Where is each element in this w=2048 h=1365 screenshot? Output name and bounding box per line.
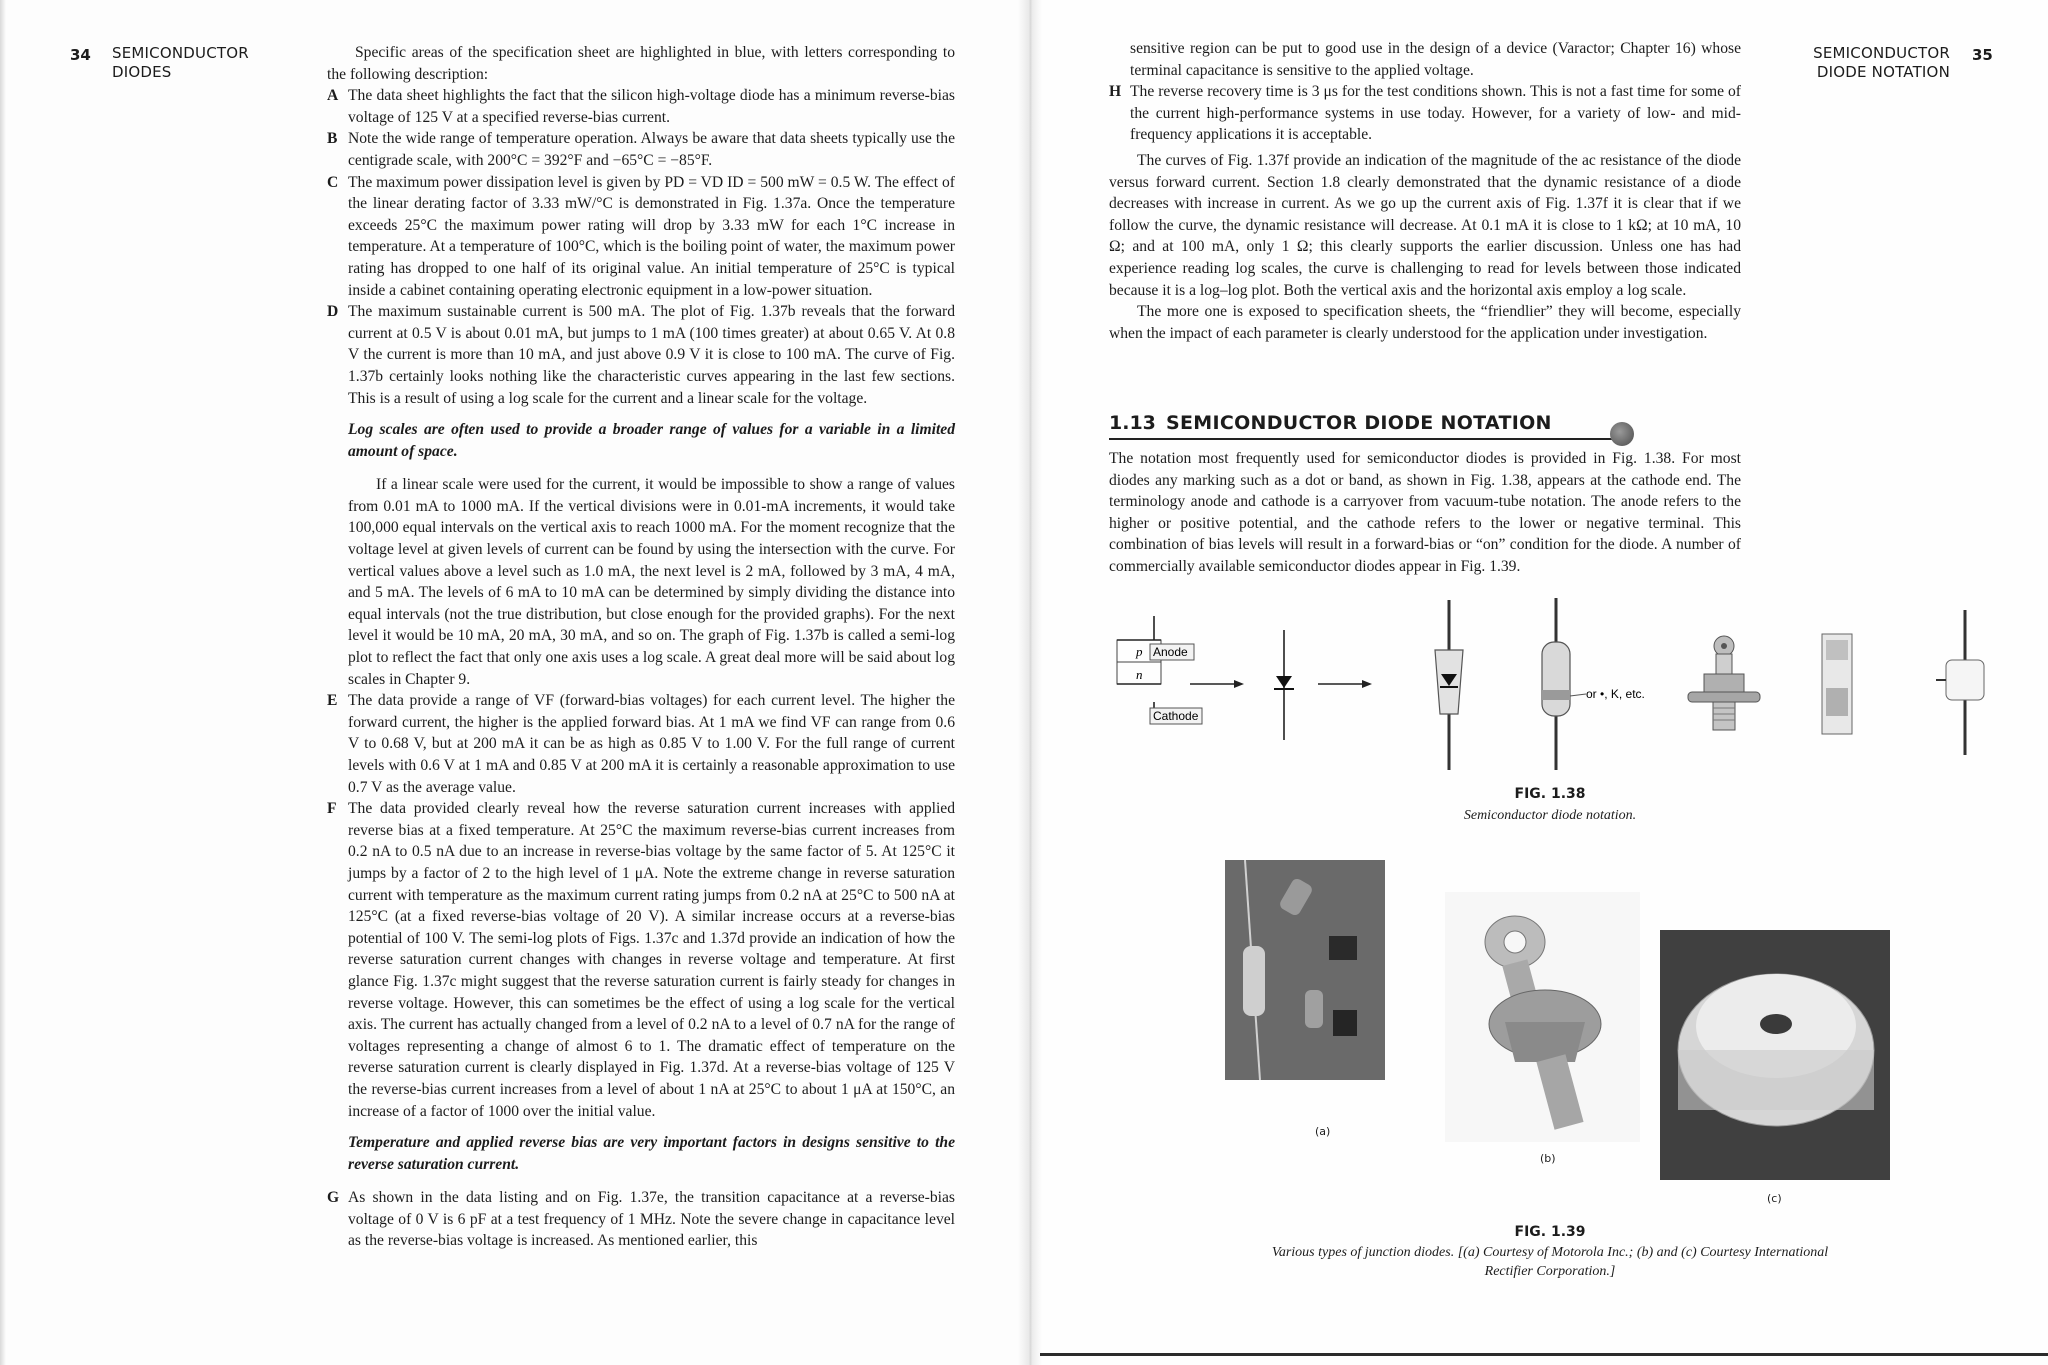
running-head-line: DIODE NOTATION: [1816, 63, 1950, 81]
list-item: [327, 172, 955, 302]
diode-photo-b: [1445, 892, 1640, 1142]
photo-disc-diode: [1660, 930, 1890, 1180]
item-letter: G: [327, 1189, 340, 1207]
photo-motorola-diodes: [1225, 860, 1385, 1080]
item-text: The data provided clearly reveal how the reverse saturation current increases with applied reverse bias at a fixed temperature. At 25°C the maximum reverse-bias current increases from 0.2 nA to 0.5 nA due to an increase in reverse-bias voltage by the same factor of 5. At 125°C it jumps by a factor of 2 to the high level of 1 μA. Note the extreme change in reverse saturation current with temperature as the maximum current rating jumps from 0.2 nA at 25°C to 500 nA at 125°C (at a fixed reverse-bias voltage of 20 V). A similar increase occurs at a reverse-bias potential of 100 V. The semi-log plots of Figs. 1.37c and 1.37d provide an indication of how the reverse saturation current changes with changes in reverse voltage and temperature. At first glance Fig. 1.37c might suggest that the reverse saturation current is fairly steady for changes in reverse voltage. However, this can sometimes be the effect of using a log scale for the vertical axis. The current has actually changed from a level of 0.2 nA to a level of 0.7 nA for the range of voltages representing a change of almost 6 to 1. The dramatic effect of temperature on the reverse saturation current is clearly displayed in Fig. 1.37d. At a reverse-bias voltage of 125 V the reverse-bias current increases from a level of about 1 nA at 25°C to about 1 μA at 150°C, an increase of a factor of 1000 over the initial value.: [348, 800, 955, 1120]
caption-line: Rectifier Corporation.]: [1484, 1264, 1616, 1279]
section-rule: [1109, 438, 1619, 440]
item-letter: F: [327, 800, 337, 818]
arrow-right-icon: [1190, 680, 1244, 688]
section-marker-dot: [1610, 422, 1634, 446]
right-running-head: [1812, 44, 1950, 82]
book-gutter: [1018, 0, 1042, 1365]
paragraph: The more one is exposed to specification sheets, the “friendlier” they will become, especially when the impact of each parameter is clearly understood for the application under investigation.: [1109, 303, 1741, 342]
section-title: SEMICONDUCTOR DIODE NOTATION: [1166, 412, 1552, 434]
photo-stud-diode: [1445, 892, 1640, 1142]
stud-mount-diode: [1688, 636, 1760, 730]
cathode-label: Cathode: [1153, 709, 1199, 723]
left-body-column: [327, 42, 955, 1252]
list-item: [327, 1187, 955, 1252]
item-text: The reverse recovery time is 3 μs for the test conditions shown. This is not a fast time for some of the current high-performance systems in use today. However, for a variety of low- and mid-frequency applications it is acceptable.: [1130, 83, 1741, 144]
item-letter: D: [327, 303, 339, 321]
item-letter: A: [327, 87, 339, 105]
n-label: n: [1136, 667, 1143, 682]
right-page-number: 35: [1972, 46, 1993, 64]
pn-junction-diagram: [1117, 616, 1202, 724]
paragraph: The curves of Fig. 1.37f provide an indication of the magnitude of the ac resistance of the diode versus forward current. Section 1.8 clearly demonstrated that the dynamic resistance of a diode decreases with increase in current. As we go up the current axis of Fig. 1.37f it is clear that if we follow the curve, the dynamic resistance will decrease. At 0.1 mA it is close to 1 kΩ; at 10 mA, 10 Ω; and at 100 mA, only 1 Ω; this clearly supports the earlier discussion. Unless one has had experience reading log scales, the curve is challenging to read for levels between those indicated because it is a log–log plot. Both the vertical axis and the horizontal axis employ a log scale.: [1109, 151, 1741, 299]
fig-139-caption: [1180, 1243, 1920, 1281]
item-text: The data sheet highlights the fact that the silicon high-voltage diode has a minimum reverse-bias voltage of 125 V at a specified reverse-bias current.: [348, 87, 955, 126]
item-text: sensitive region can be put to good use in the design of a device (Varactor; Chapter 16) whose terminal capacitance is sensitive to the applied voltage.: [1130, 40, 1741, 79]
right-body-column: [1109, 38, 1741, 344]
running-head-line: DIODES: [112, 63, 172, 81]
anode-label: Anode: [1153, 645, 1188, 659]
diode-package-symbol: [1435, 600, 1463, 770]
emphasis-note: Log scales are often used to provide a broader range of values for a variable in a limited amount of space.: [348, 421, 955, 460]
disc-diode: [1936, 610, 1984, 755]
diode-photo-a: [1225, 860, 1385, 1080]
diode-photo-c: [1660, 930, 1890, 1180]
list-item: [327, 128, 955, 171]
item-text: The maximum power dissipation level is given by PD = VD ID = 500 mW = 0.5 W. The effect of the linear derating factor of 3.33 mW/°C is demonstrated in Fig. 1.37a. Once the temperature exceeds 25°C the maximum power rating will drop by 3.33 mW for each 1°C increase in temperature. At a temperature of 100°C, which is the boiling point of water, the maximum power rating has dropped to one half of its original value. An initial temperature of 25°C is typical inside a cabinet containing operating electronic equipment in a low-power situation.: [348, 173, 955, 299]
fig-138-label: FIG. 1.38: [1514, 786, 1586, 802]
running-head-line: SEMICONDUCTOR: [1813, 44, 1950, 62]
item-text: Note the wide range of temperature operation. Always be aware that data sheets typically use the centigrade scale, with 200°C = 392°F and −65°C = −85°F.: [348, 130, 955, 169]
list-item: [327, 85, 955, 128]
fig-139-sub-c: (c): [1767, 1192, 1782, 1205]
item-letter: B: [327, 130, 338, 148]
list-item-continuation: [327, 474, 955, 690]
running-head-line: SEMICONDUCTOR: [112, 44, 249, 62]
item-letter: H: [1109, 83, 1122, 101]
fig-139-sub-a: (a): [1315, 1125, 1331, 1138]
list-item: [327, 690, 955, 798]
emphasis-note: Temperature and applied reverse bias are very important factors in designs sensitive to the reverse saturation current.: [348, 1134, 955, 1173]
item-text: The maximum sustainable current is 500 mA. The plot of Fig. 1.37b reveals that the forward current at 0.5 V is about 0.01 mA, but jumps to 1 mA (100 times greater) at about 0.65 V. At 0.8 V the current is more than 10 mA, and just above 0.9 V it is close to 100 mA. The curve of Fig. 1.37b certainly looks nothing like the characteristic curves appearing in the last few sections. This is a result of using a log scale for the current and a linear scale for the voltage.: [348, 303, 955, 407]
section-body: [1109, 448, 1741, 578]
page-bottom-edge: [1040, 1353, 2048, 1356]
paragraph: The notation most frequently used for semiconductor diodes is provided in Fig. 1.38. For most diodes any marking such as a dot or band, as shown in Fig. 1.38, appears at the cathode end. The terminology anode and cathode is a carryover from vacuum-tube notation. The anode refers to the higher or positive potential, and the cathode refers to the lower or negative terminal. This combination of bias levels will result in a forward-bias or “on” condition for the diode. A number of commercially available semiconductor diodes appear in Fig. 1.39.: [1109, 450, 1741, 575]
axial-diode-band: [1542, 598, 1645, 770]
press-pak-diode: [1822, 634, 1852, 734]
item-letter: C: [327, 173, 339, 191]
item-text: The data provide a range of VF (forward-bias voltages) for each current level. The higher the forward current, the higher is the applied forward bias. At 1 mA we find VF can range from 0.6 V to 0.68 V, but at 200 mA it can be as high as 0.85 V to 1.00 V. For the full range of current levels with 0.6 V at 1 mA and 0.85 V at 200 mA it is certainly a reasonable approximation to use 0.7 V as the average value.: [348, 692, 955, 796]
list-item: [327, 798, 955, 1122]
fig-139-sub-b: (b): [1540, 1152, 1556, 1165]
list-item: [1109, 81, 1741, 146]
diode-symbol: [1274, 630, 1294, 740]
p-label: p: [1136, 644, 1143, 659]
intro-paragraph: Specific areas of the specification sheet are highlighted in blue, with letters corresponding to the following description:: [327, 44, 955, 83]
left-running-head: [112, 44, 249, 82]
page-edge: [0, 0, 6, 1365]
left-page-number: 34: [70, 46, 91, 64]
diode-notation-figure: [1110, 590, 1990, 770]
or-etc-label: or •, K, etc.: [1586, 687, 1645, 701]
arrow-right-icon: [1318, 680, 1372, 688]
item-text: As shown in the data listing and on Fig. 1.37e, the transition capacitance at a reverse-bias voltage of 0 V is 6 pF at a test frequency of 1 MHz. Note the severe change in capacitance level as the reverse-bias voltage is increased. As mentioned earlier, this: [348, 1189, 955, 1250]
list-item: [327, 301, 955, 409]
fig-139-label: FIG. 1.39: [1514, 1224, 1586, 1240]
section-heading: [1109, 412, 1649, 440]
item-letter: E: [327, 692, 338, 710]
paragraph: If a linear scale were used for the current, it would be impossible to show a range of values from 0.01 mA to 1000 mA. If the vertical divisions were in 0.01-mA increments, it would take 100,000 equal intervals on the vertical axis to reach 1000 mA. For the moment recognize that the voltage level at given levels of current can be found by using the intersection with the curve. For vertical values above a level such as 1.0 mA, the next level is 2 mA, followed by 3 mA, 4 mA, and 5 mA. The levels of 6 mA to 10 mA can be determined by simply dividing the distance into equal intervals (not the true distribution, but close enough for the provided graphs). For the next level it would be 10 mA, 20 mA, 30 mA, and so on. The graph of Fig. 1.37b is called a semi-log plot to reflect the fact that only one axis uses a log scale. A great deal more will be said about log scales in Chapter 9.: [348, 476, 955, 688]
caption-line: Various types of junction diodes. [(a) Courtesy of Motorola Inc.; (b) and (c) Courtesy International: [1271, 1245, 1829, 1260]
section-number: 1.13: [1109, 412, 1156, 434]
list-item-continuation: [1109, 38, 1741, 81]
fig-138-caption: Semiconductor diode notation.: [1463, 808, 1637, 823]
